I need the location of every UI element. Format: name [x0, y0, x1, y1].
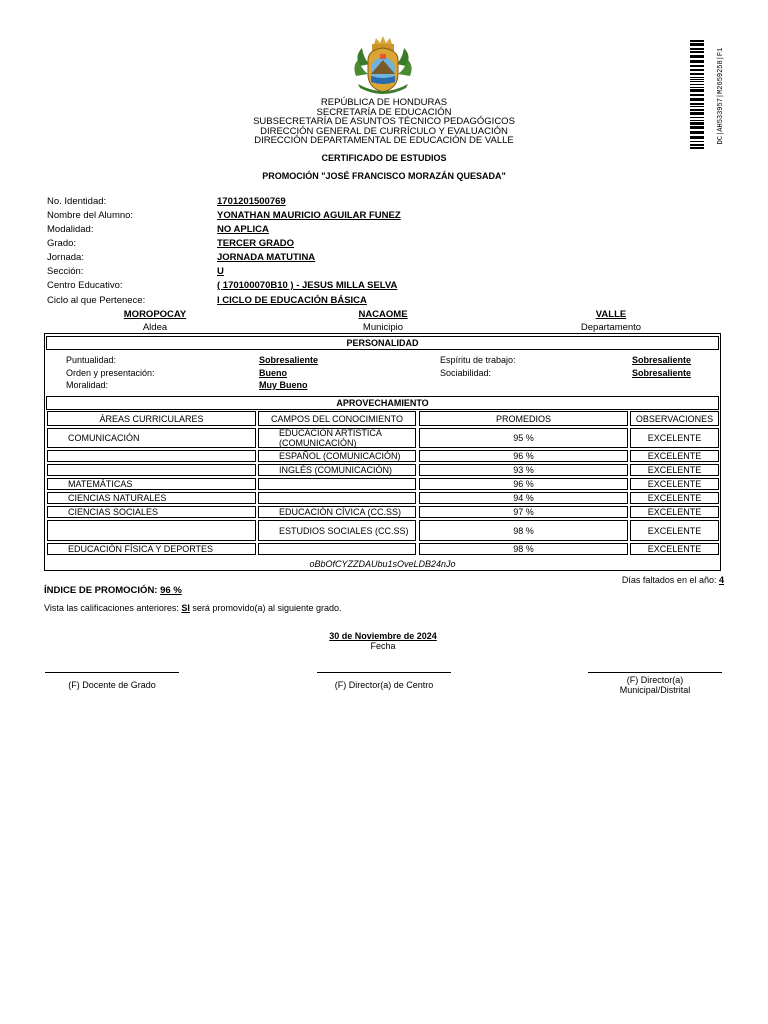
area-cell: COMUNICACIÓN	[47, 428, 256, 448]
promedio-cell: 94 %	[419, 492, 628, 504]
trait-label: Puntualidad:	[66, 355, 117, 365]
document-title: CERTIFICADO DE ESTUDIOS	[321, 153, 447, 163]
header-line: SECRETARÍA DE EDUCACIÓN	[316, 106, 452, 118]
obs-cell: EXCELENTE	[630, 520, 719, 541]
field-label: Grado:	[47, 238, 77, 249]
field-label: Nombre del Alumno:	[47, 210, 134, 221]
signature-line	[317, 672, 451, 673]
promedio-cell: 96 %	[419, 450, 628, 462]
promotion-index-label: ÍNDICE DE PROMOCIÓN:	[44, 585, 158, 596]
field-label: Modalidad:	[47, 224, 94, 235]
column-header: ÁREAS CURRICULARES	[47, 411, 256, 426]
obs-cell: EXCELENTE	[630, 428, 719, 448]
area-cell	[47, 520, 256, 541]
campo-cell	[258, 478, 416, 490]
column-header: PROMEDIOS	[419, 411, 628, 426]
obs-cell: EXCELENTE	[630, 478, 719, 490]
field-label: Sección:	[47, 266, 84, 277]
obs-cell: EXCELENTE	[630, 450, 719, 462]
column-header: CAMPOS DEL CONOCIMIENTO	[258, 411, 416, 426]
campo-cell: EDUCACIÓN CÍVICA (CC.SS)	[258, 506, 416, 518]
promedio-cell: 96 %	[419, 478, 628, 490]
promedio-cell: 98 %	[419, 520, 628, 541]
signature-line	[45, 672, 179, 673]
signature-centro: (F) Director(a) de Centro	[334, 680, 434, 690]
municipio-label: Municipio	[362, 322, 404, 333]
promedio-cell: 93 %	[419, 464, 628, 476]
absences-value: 4	[718, 575, 724, 585]
campo-cell: INGLÉS (COMUNICACIÓN)	[258, 464, 416, 476]
promedio-cell: 95 %	[419, 428, 628, 448]
departamento-value: VALLE	[595, 309, 627, 320]
column-header: OBSERVACIONES	[630, 411, 719, 426]
trait-label: Espíritu de trabajo:	[440, 355, 516, 365]
area-cell: MATEMÁTICAS	[47, 478, 256, 490]
section: U	[217, 266, 224, 277]
obs-cell: EXCELENTE	[630, 543, 719, 555]
municipio-value: NACAOME	[358, 309, 408, 320]
trait-value: Muy Bueno	[259, 380, 308, 390]
obs-cell: EXCELENTE	[630, 492, 719, 504]
coat-of-arms-emblem	[350, 36, 416, 96]
promedio-cell: 97 %	[419, 506, 628, 518]
statement-post: será promovido(a) al siguiente grado.	[189, 603, 342, 613]
school: ( 170100070B10 ) - JESUS MILLA SELVA	[217, 280, 398, 291]
promotion-title: PROMOCIÓN "JOSÉ FRANCISCO MORAZÁN QUESADA"	[262, 171, 506, 181]
header-line: DIRECCIÓN DEPARTAMENTAL DE EDUCACIÓN DE VALLE	[254, 135, 514, 147]
trait-label: Moralidad:	[66, 380, 109, 390]
barcode-text: DC|AH533957|M2659258|F1	[717, 47, 725, 145]
signature-municipal: (F) Director(a) Municipal/Distrital	[619, 675, 691, 695]
campo-cell	[258, 543, 416, 555]
promotion-index-value: 96 %	[160, 585, 182, 596]
cycle: I CICLO DE EDUCACIÓN BÁSICA	[217, 295, 367, 306]
personalidad-header: PERSONALIDAD	[46, 336, 719, 350]
identity-number: 1701201500769	[217, 196, 286, 207]
trait-label: Sociabilidad:	[440, 368, 492, 378]
campo-cell: ESPAÑOL (COMUNICACIÓN)	[258, 450, 416, 462]
field-label: No. Identidad:	[47, 196, 107, 207]
student-name: YONATHAN MAURICIO AGUILAR FUNEZ	[217, 210, 401, 221]
trait-value: Bueno	[259, 368, 287, 378]
campo-cell: EDUCACIÓN ARTÍSTICA (COMUNICACIÓN)	[258, 428, 416, 448]
promotion-index	[44, 585, 182, 596]
absences-label: Días faltados en el año:	[621, 575, 717, 585]
trait-value: Sobresaliente	[632, 368, 692, 378]
departamento-label: Departamento	[580, 322, 642, 333]
aldea-label: Aldea	[142, 322, 168, 333]
issue-date: 30 de Noviembre de 2024	[329, 631, 437, 641]
header-line: DIRECCIÓN GENERAL DE CURRÍCULO Y EVALUACIÓN	[260, 125, 508, 137]
field-label: Jornada:	[47, 252, 84, 263]
statement-si: SI	[181, 603, 190, 613]
absences	[622, 575, 724, 585]
campo-cell	[258, 492, 416, 504]
promotion-statement	[44, 603, 342, 613]
obs-cell: EXCELENTE	[630, 464, 719, 476]
field-label: Ciclo al que Pertenece:	[47, 295, 146, 306]
institution-header	[0, 98, 768, 146]
area-cell: EDUCACIÓN FÍSICA Y DEPORTES	[47, 543, 256, 555]
header-line: REPÚBLICA DE HONDURAS	[320, 97, 448, 108]
grade: TERCER GRADO	[217, 238, 295, 249]
obs-cell: EXCELENTE	[630, 506, 719, 518]
area-cell	[47, 464, 256, 476]
signature-line	[588, 672, 722, 673]
date-label: Fecha	[370, 641, 396, 651]
signature-docente: (F) Docente de Grado	[68, 680, 156, 690]
verification-code: oBbOfCYZZDAUbu1sOveLDB24nJo	[309, 559, 456, 569]
trait-value: Sobresaliente	[632, 355, 692, 365]
aldea-value: MOROPOCAY	[123, 309, 187, 320]
promedio-cell: 98 %	[419, 543, 628, 555]
aprovechamiento-header: APROVECHAMIENTO	[46, 396, 719, 410]
modality: NO APLICA	[217, 224, 269, 235]
header-line: SUBSECRETARÍA DE ASUNTOS TÉCNICO PEDAGÓGICOS	[253, 116, 515, 128]
area-cell	[47, 450, 256, 462]
field-label: Centro Educativo:	[47, 280, 123, 291]
shift: JORNADA MATUTINA	[217, 252, 316, 263]
campo-cell: ESTUDIOS SOCIALES (CC.SS)	[258, 520, 416, 541]
area-cell: CIENCIAS SOCIALES	[47, 506, 256, 518]
trait-label: Orden y presentación:	[66, 368, 155, 378]
trait-value: Sobresaliente	[259, 355, 319, 365]
statement-pre: Vista las calificaciones anteriores:	[44, 603, 182, 613]
area-cell: CIENCIAS NATURALES	[47, 492, 256, 504]
